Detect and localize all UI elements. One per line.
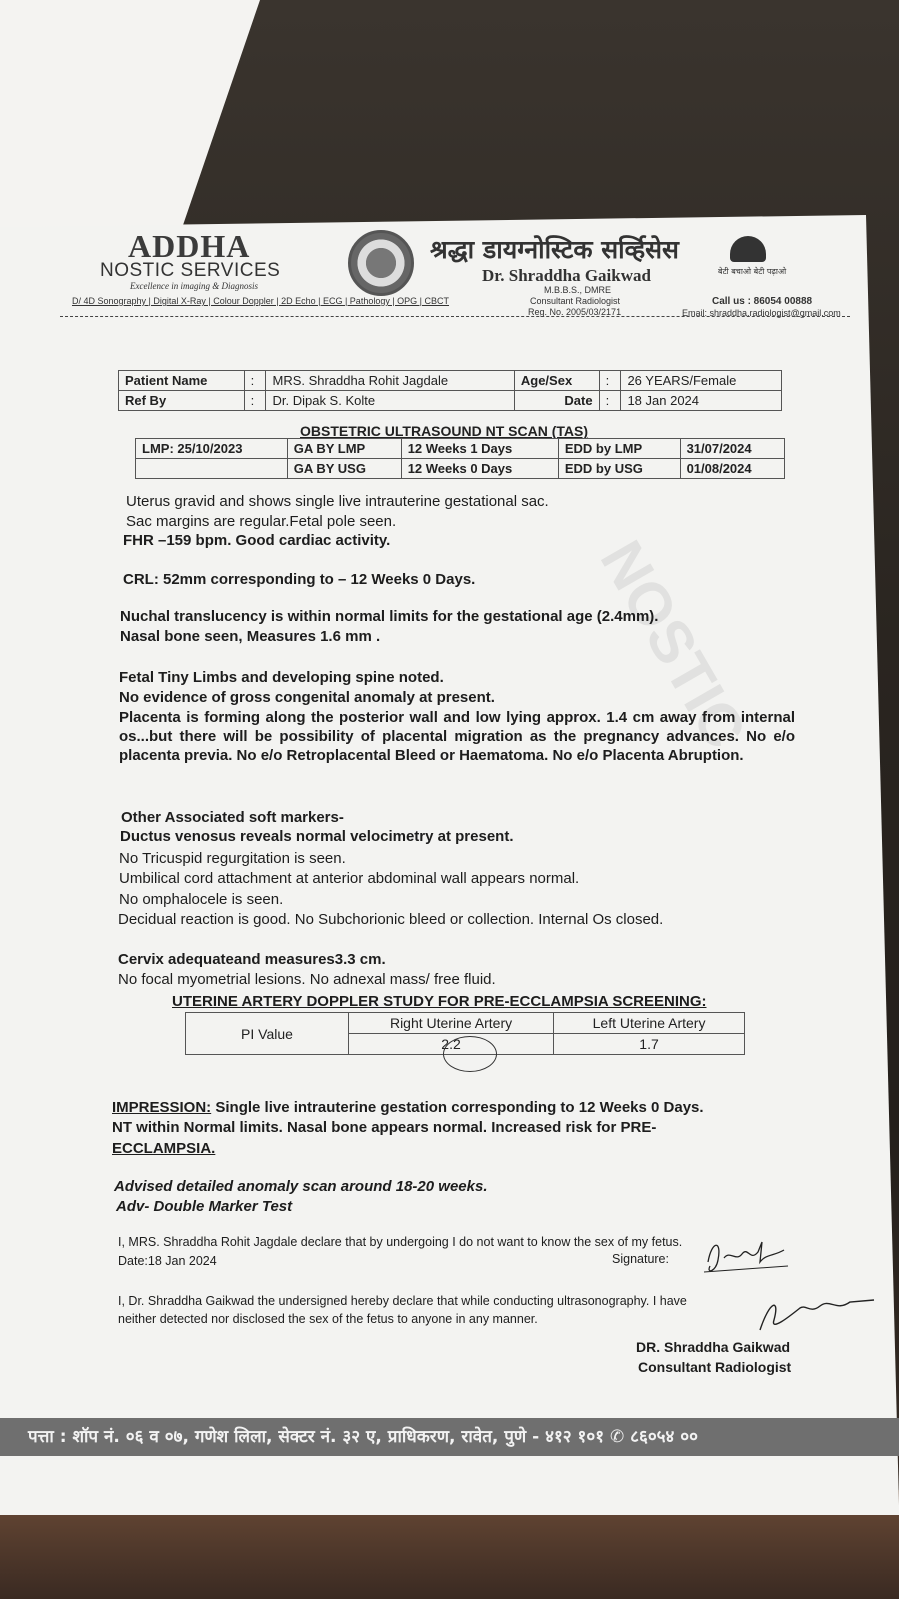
finding-paragraph: Placenta is forming along the posterior wall and low lying approx. 1.4 cm away from internal os...but there will be possibility of placental migration as the pregnancy advances. No e/o placenta previa. No e/o Retroplacental Bleed or Haematoma. No e/o Placenta Abruption. [119, 709, 795, 764]
left-pi-value: 1.7 [554, 1034, 745, 1055]
edd-lmp-label: EDD by LMP [558, 439, 680, 459]
lmp-cell: LMP: 25/10/2023 [136, 439, 288, 459]
finding-line: No evidence of gross congenital anomaly at present. [119, 689, 495, 706]
finding-line: Nasal bone seen, Measures 1.6 mm . [120, 628, 381, 645]
right-artery-label: Right Uterine Artery [349, 1013, 554, 1034]
agesex-value: 26 YEARS/Female [621, 371, 782, 391]
date-label: Date [514, 391, 599, 411]
impression-line-3: ECCLAMPSIA. [112, 1140, 216, 1157]
clinic-name: ADDHA [128, 228, 251, 264]
finding-line: Cervix adequateand measures3.3 cm. [118, 951, 386, 968]
finding-line: Nuchal translucency is within normal limits for the gestational age (2.4mm). [120, 608, 659, 625]
finding-line: Fetal Tiny Limbs and developing spine noted. [119, 669, 444, 686]
pi-label: PI Value [186, 1013, 349, 1055]
doctor-designation: Consultant Radiologist [530, 296, 621, 306]
impression-label: IMPRESSION: [112, 1099, 212, 1116]
doctor-reg: Reg. No. 2005/03/2171 [528, 307, 622, 317]
separator: : [244, 391, 266, 411]
finding-line: Other Associated soft markers- [121, 809, 344, 826]
patient-signature-icon [700, 1232, 790, 1280]
agesex-label: Age/Sex [514, 371, 599, 391]
beti-bachao-text: बेटी बचाओ बेटी पढ़ाओ [718, 267, 787, 276]
doctor-title-footer: Consultant Radiologist [638, 1359, 792, 1375]
patient-declaration: I, MRS. Shraddha Rohit Jagdale declare that by undergoing I do not want to know the sex of my fetus. [118, 1235, 683, 1249]
doctor-declaration-2: neither detected nor disclosed the sex of the fetus to anyone in any manner. [118, 1312, 538, 1326]
doctor-name-footer: DR. Shraddha Gaikwad [636, 1339, 791, 1355]
impression-line-2: NT within Normal limits. Nasal bone appears normal. Increased risk for PRE- [112, 1119, 657, 1136]
doctor-degree: M.B.B.S., DMRE [544, 285, 612, 295]
finding-line: Ductus venosus reveals normal velocimetry at present. [120, 828, 514, 845]
clinic-logo-icon [348, 230, 414, 296]
advice-line: Adv- Double Marker Test [116, 1198, 293, 1215]
edd-usg-label: EDD by USG [558, 459, 680, 479]
separator: : [599, 391, 621, 411]
finding-line: CRL: 52mm corresponding to – 12 Weeks 0 Days. [123, 571, 476, 588]
clinic-phone: Call us : 86054 00888 [712, 296, 813, 307]
finding-line: Uterus gravid and shows single live intrauterine gestational sac. [126, 493, 549, 510]
clinic-services: D/ 4D Sonography | Digital X-Ray | Colour Doppler | 2D Echo | ECG | Pathology | OPG | CBCT [72, 296, 450, 306]
patient-table [118, 370, 782, 411]
patient-name-label: Patient Name [119, 371, 245, 391]
ga-lmp-label: GA BY LMP [287, 439, 401, 459]
doctor-declaration-1: I, Dr. Shraddha Gaikwad the undersigned hereby declare that while conducting ultrasonography. I have [118, 1294, 687, 1308]
separator: : [244, 371, 266, 391]
clinic-name-hindi: श्रद्धा डायग्नोस्टिक सर्व्हिसेस [430, 235, 679, 264]
finding-line: Sac margins are regular.Fetal pole seen. [126, 513, 397, 530]
finding-line: FHR –159 bpm. Good cardiac activity. [123, 532, 391, 549]
edd-usg-value: 01/08/2024 [680, 459, 784, 479]
scan-title: OBSTETRIC ULTRASOUND NT SCAN (TAS) [300, 423, 589, 439]
clinic-tagline: Excellence in imaging & Diagnosis [130, 281, 258, 291]
ref-label: Ref By [119, 391, 245, 411]
left-artery-label: Left Uterine Artery [554, 1013, 745, 1034]
doctor-signature-icon [750, 1290, 880, 1336]
finding-line: No focal myometrial lesions. No adnexal mass/ free fluid. [118, 971, 496, 988]
patient-name-value: MRS. Shraddha Rohit Jagdale [266, 371, 514, 391]
signature-label: Signature: [612, 1252, 669, 1266]
declaration-date: Date:18 Jan 2024 [118, 1254, 217, 1268]
edd-lmp-value: 31/07/2024 [680, 439, 784, 459]
footer-address: पत्ता : शॉप नं. ०६ व ०७, गणेश लिला, सेक्टर नं. ३२ ए, प्राधिकरण, रावेत, पुणे - ४१२ १०१ ✆ ८६०५४ ०० [28, 1427, 698, 1447]
watermark-stamp: NOSTIC [587, 529, 760, 760]
doctor-name-header: Dr. Shraddha Gaikwad [482, 266, 651, 285]
finding-line: Umbilical cord attachment at anterior abdominal wall appears normal. [119, 870, 580, 887]
impression-text-1: Single live intrauterine gestation corresponding to 12 Weeks 0 Days. [211, 1099, 704, 1116]
gestational-age-table [135, 438, 785, 479]
clinic-subtitle: NOSTIC SERVICES [100, 260, 281, 281]
ga-usg-value: 12 Weeks 0 Days [401, 459, 558, 479]
clinic-email: Email: shraddha.radiologist@gmail.com [682, 308, 841, 318]
empty-cell [136, 459, 288, 479]
date-value: 18 Jan 2024 [621, 391, 782, 411]
impression-line-1 [112, 1098, 704, 1117]
separator: : [599, 371, 621, 391]
header-divider [60, 316, 850, 317]
ga-usg-label: GA BY USG [287, 459, 401, 479]
finding-line: No Tricuspid regurgitation is seen. [119, 850, 346, 867]
ref-value: Dr. Dipak S. Kolte [266, 391, 514, 411]
pen-circle-mark [443, 1036, 497, 1072]
advice-line: Advised detailed anomaly scan around 18-20 weeks. [114, 1178, 488, 1195]
finding-line: No omphalocele is seen. [119, 891, 284, 908]
ga-lmp-value: 12 Weeks 1 Days [401, 439, 558, 459]
right-pi-value: 2.2 [349, 1034, 554, 1055]
finding-line: Decidual reaction is good. No Subchorionic bleed or collection. Internal Os closed. [118, 911, 664, 928]
doppler-title: UTERINE ARTERY DOPPLER STUDY FOR PRE-ECCLAMPSIA SCREENING: [172, 993, 707, 1010]
